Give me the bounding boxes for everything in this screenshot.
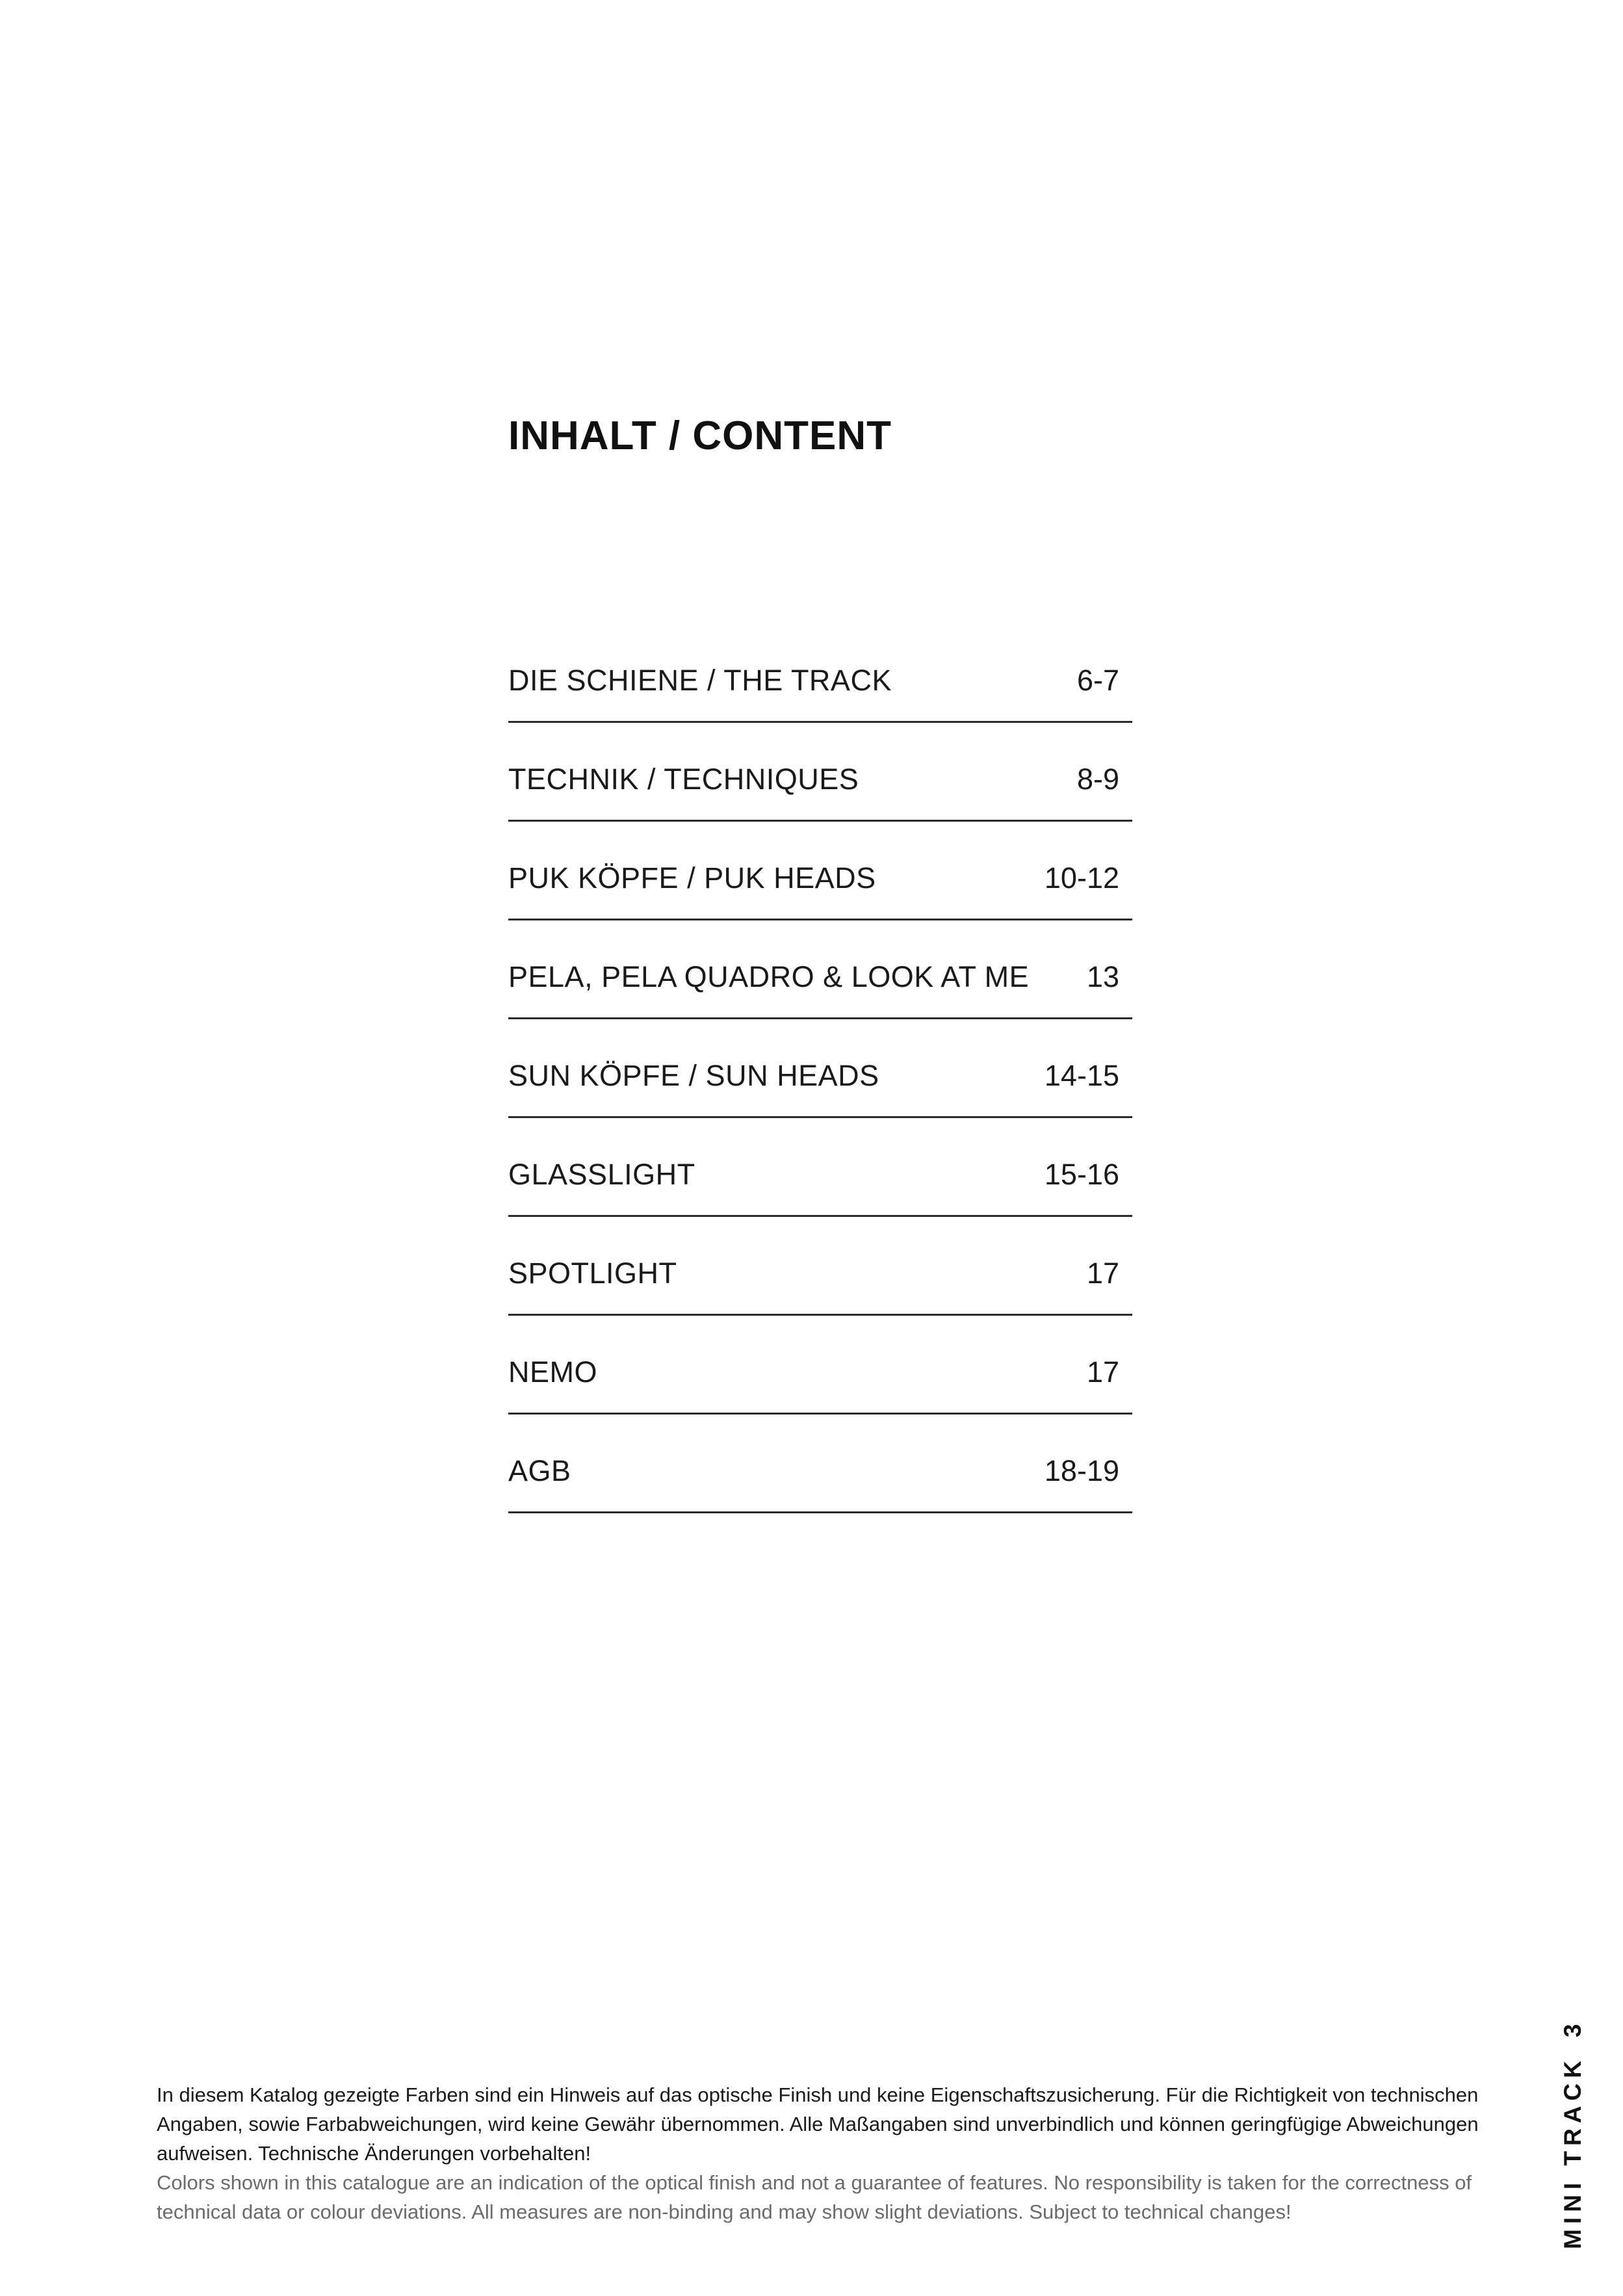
footer-side-label [1557, 2019, 1589, 2249]
toc-item-page: 17 [1086, 1355, 1119, 1389]
toc-item-page: 13 [1086, 960, 1119, 993]
toc-item-label: GLASSLIGHT [508, 1158, 695, 1191]
toc-item[interactable] [508, 1316, 1132, 1415]
toc-item-page: 15-16 [1044, 1158, 1119, 1191]
toc-item[interactable] [508, 1217, 1132, 1316]
toc-item-label: SUN KÖPFE / SUN HEADS [508, 1059, 879, 1092]
toc-item[interactable] [508, 1415, 1132, 1513]
disclaimer-german: In diesem Katalog gezeigte Farben sind ein Hinweis auf das optische Finish und keine Eigenschaftszusicherung. Für die Richtigkeit von technischen Angaben, sowie Farbabweichungen, wird keine Gewähr übernommen. Alle Maßangaben sind unverbindlich und können geringfügige Abweichungen aufweisen. Technische Änderungen vorbehalten! [157, 2083, 1479, 2165]
toc-item[interactable] [508, 1118, 1132, 1217]
toc-item[interactable] [508, 822, 1132, 920]
page-title: INHALT / CONTENT [508, 413, 892, 458]
toc-item-page: 14-15 [1044, 1059, 1119, 1092]
toc-item-label: PELA, PELA QUADRO & LOOK AT ME [508, 960, 1030, 993]
table-of-contents [508, 624, 1132, 1513]
toc-item[interactable] [508, 1019, 1132, 1118]
toc-item-page: 17 [1086, 1257, 1119, 1290]
toc-item-page: 18-19 [1044, 1454, 1119, 1487]
toc-item-label: NEMO [508, 1355, 597, 1389]
toc-item-label: PUK KÖPFE / PUK HEADS [508, 861, 876, 894]
disclaimer-english: Colors shown in this catalogue are an indication of the optical finish and not a guarantee of features. No responsibility is taken for the correctness of technical data or colour deviations. All measures are non-binding and may show slight deviations. Subject to technical changes! [157, 2171, 1472, 2223]
toc-item-label: AGB [508, 1454, 571, 1487]
toc-item[interactable] [508, 624, 1132, 723]
toc-item-page: 6-7 [1076, 664, 1119, 697]
disclaimer [157, 2080, 1486, 2226]
toc-item[interactable] [508, 723, 1132, 822]
toc-item[interactable] [508, 920, 1132, 1019]
toc-item-label: TECHNIK / TECHNIQUES [508, 763, 859, 796]
toc-item-page: 10-12 [1044, 861, 1119, 894]
toc-item-label: SPOTLIGHT [508, 1257, 677, 1290]
toc-item-label: DIE SCHIENE / THE TRACK [508, 664, 892, 697]
footer-brand: MINI TRACK [1559, 2055, 1586, 2249]
page-number: 3 [1559, 2018, 1586, 2038]
toc-item-page: 8-9 [1076, 763, 1119, 796]
